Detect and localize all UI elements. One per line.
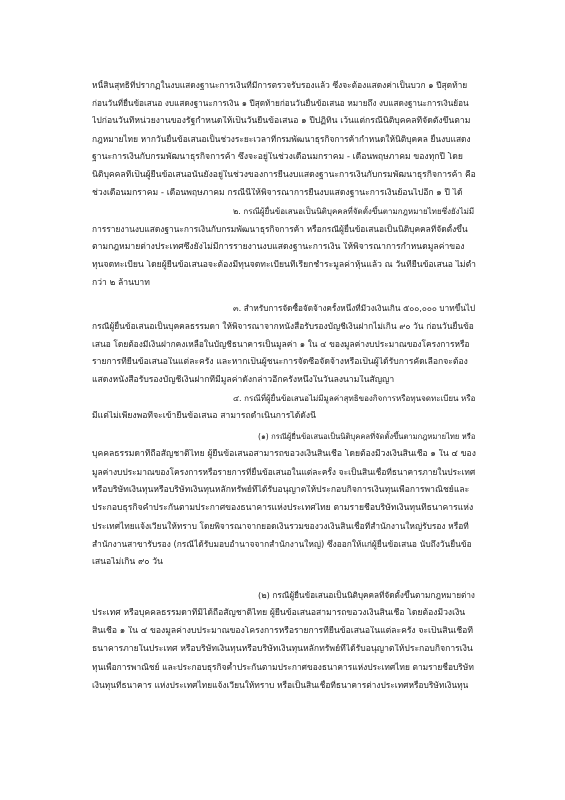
body-line: สำนักงานสาขารับรอง (กรณีได้รับมอบอำนาจจากสำนักงานใหญ่) ซึ่งออกให้แก่ผู้ยื่นข้อเสนอ นับถึงวันยื่นข้อ [92,539,472,549]
body-line: หนี้สินสุทธิที่ปรากฏในงบแสดงฐานะการเงินที่มีการตรวจรับรองแล้ว ซึ่งจะต้องแสดงค่าเป็นบวก ๑ ปีสุดท้าย [92,80,468,90]
body-line: ก่อนวันที่ยื่นข้อเสนอ งบแสดงฐานะการเงิน ๑ ปีสุดท้ายก่อนวันยื่นข้อเสนอ หมายถึง งบแสดงฐานะการเงินย้อน [92,98,469,108]
body-line: ตามกฎหมายต่างประเทศซึ่งยังไม่มีการรายงานงบแสดงฐานะการเงิน ให้พิจารณาการกำหนดมูลค่าของ [92,242,465,252]
body-line: หรือบริษัทเงินทุนหรือบริษัทเงินทุนหลักทรัพย์ที่ได้รับอนุญาตให้ประกอบกิจการเงินทุนเพื่อการพาณิชย์และ [92,485,470,495]
paragraph-heading-2: ๒. กรณีผู้ยื่นข้อเสนอเป็นนิติบุคคลที่จัดตั้งขึ้นตามกฎหมายไทยซึ่งยังไม่มี [233,207,475,216]
body-line: ประเทศ หรือบุคคลธรรมดาที่มิได้ถือสัญชาติไทย ผู้ยื่นข้อเสนอสามารถขอวงเงินสินเชื่อ โดยต้องมีวงเงิน [92,608,466,618]
body-line: รายการที่ยื่นข้อเสนอในแต่ละครั้ง และหากเป็นผู้ชนะการจัดซื้อจัดจ้างหรือเป็นผู้ได้รับการคัดเลือกจะต้อง [92,357,468,367]
body-line: กฎหมายไทย หากวันยื่นข้อเสนอเป็นช่วงระยะเวลาที่กรมพัฒนาธุรกิจการค้ากำหนดให้นิติบุคคล ยื่นงบแสดง [92,134,471,144]
body-line: ธนาคารภายในประเทศ หรือบริษัทเงินทุนหรือบริษัทเงินทุนหลักทรัพย์ที่ได้รับอนุญาตให้ประกอบกิจการเงิน [92,644,473,654]
subparagraph-heading-2: (๒) กรณีผู้ยื่นข้อเสนอเป็นนิติบุคคลที่จัดตั้งขึ้นตามกฎหมายต่าง [258,590,475,600]
body-line: บุคคลธรรมดาที่ถือสัญชาติไทย ผู้ยื่นข้อเสนอสามารถขอวงเงินสินเชื่อ โดยต้องมีวงเงินสินเชื่อ ๑ ใน ๔ ของ [92,449,476,459]
body-line: มูลค่างบประมาณของโครงการหรือรายการที่ยื่นข้อเสนอในแต่ละครั้ง จะเป็นสินเชื่อที่ธนาคารภายในประเทศ [92,467,476,477]
body-line: ฐานะการเงินกับกรมพัฒนาธุรกิจการค้า ซึ่งจะอยู่ในช่วงเดือนมกราคม - เดือนพฤษภาคม ของทุกปี โดย [92,152,463,162]
body-line: ไปก่อนวันที่หน่วยงานของรัฐกำหนดให้เป็นวันยื่นข้อเสนอ ๑ ปีปฏิทิน เว้นแต่กรณีนิติบุคคลที่จัดตั้งขึ้นตาม [92,116,471,126]
body-line: ประเทศไทยแจ้งเวียนให้ทราบ โดยพิจารณาจากยอดเงินรวมของวงเงินสินเชื่อที่สำนักงานใหญ่รับรอง หรือที่ [92,521,469,531]
body-line: ทุนจดทะเบียน โดยผู้ยื่นข้อเสนอจะต้องมีทุนจดทะเบียนที่เรียกชำระมูลค่าหุ้นแล้ว ณ วันที่ยื่นข้อเสนอ ไม่ต่ำ [92,260,476,270]
body-line: ทุนเพื่อการพาณิชย์ และประกอบธุรกิจค้ำประกันตามประกาศของธนาคารแห่งประเทศไทย ตามรายชื่อบริษัท [92,662,474,672]
body-line: กรณีผู้ยื่นข้อเสนอเป็นบุคคลธรรมดา ให้พิจารณาจากหนังสือรับรองบัญชีเงินฝากไม่เกิน ๙๐ วัน ก่อนวันยื่นข้อ [92,321,474,331]
body-line: เสนอ โดยต้องมีเงินฝากคงเหลือในบัญชีธนาคารเป็นมูลค่า ๑ ใน ๔ ของมูลค่างบประมาณของโครงการหรือ [92,339,470,349]
paragraph-heading-3: ๓. สำหรับการจัดซื้อจัดจ้างครั้งหนึ่งที่มีวงเงินเกิน ๕๐๐,๐๐๐ บาทขึ้นไป [233,303,476,313]
body-line: เสนอไม่เกิน ๙๐ วัน [92,557,163,567]
body-line: การรายงานงบแสดงฐานะการเงินกับกรมพัฒนาธุรกิจการค้า หรือกรณีผู้ยื่นข้อเสนอเป็นนิติบุคคลที่จัดตั้งขึ้น [92,224,468,234]
body-line: สินเชื่อ ๑ ใน ๔ ของมูลค่างบประมาณของโครงการหรือรายการที่ยื่นข้อเสนอในแต่ละครั้ง จะเป็นสินเชื่อที่ [92,626,473,636]
body-line: ช่วงเดือนมกราคม - เดือนพฤษภาคม กรณีนี้ให้พิจารณาการยื่นงบแสดงฐานะการเงินย้อนไปอีก ๑ ปี ได้ [92,188,463,198]
body-line: นิติบุคคลที่เป็นผู้ยื่นข้อเสนอนั้นยังอยู่ในช่วงของการยื่นงบแสดงฐานะการเงินกับกรมพัฒนาธุรกิจการค้า คือ [92,170,476,180]
body-line: มีแต่ไม่เพียงพอที่จะเข้ายื่นข้อเสนอ สามารถดำเนินการได้ดังนี้ [92,411,316,421]
body-line: ประกอบธุรกิจค้ำประกันตามประกาศของธนาคารแห่งประเทศไทย ตามรายชื่อบริษัทเงินทุนที่ธนาคารแห่ง [92,503,474,513]
body-line: กว่า ๒ ล้านบาท [92,278,150,288]
body-line: เงินทุนที่ธนาคาร แห่งประเทศไทยแจ้งเวียนให้ทราบ หรือเป็นสินเชื่อที่ธนาคารต่างประเทศหรือบริษัทเงินทุน [92,680,469,690]
subparagraph-heading-1: (๑) กรณีผู้ยื่นข้อเสนอเป็นนิติบุคคลที่จัดตั้งขึ้นตามกฎหมายไทย หรือ [258,432,476,441]
paragraph-heading-4: ๔. กรณีที่ผู้ยื่นข้อเสนอไม่มีมูลค่าสุทธิของกิจการหรือทุนจดทะเบียน หรือ [233,394,476,403]
body-line: แสดงหนังสือรับรองบัญชีเงินฝากที่มีมูลค่าดังกล่าวอีกครั้งหนึ่งในวันลงนามในสัญญา [92,375,395,385]
